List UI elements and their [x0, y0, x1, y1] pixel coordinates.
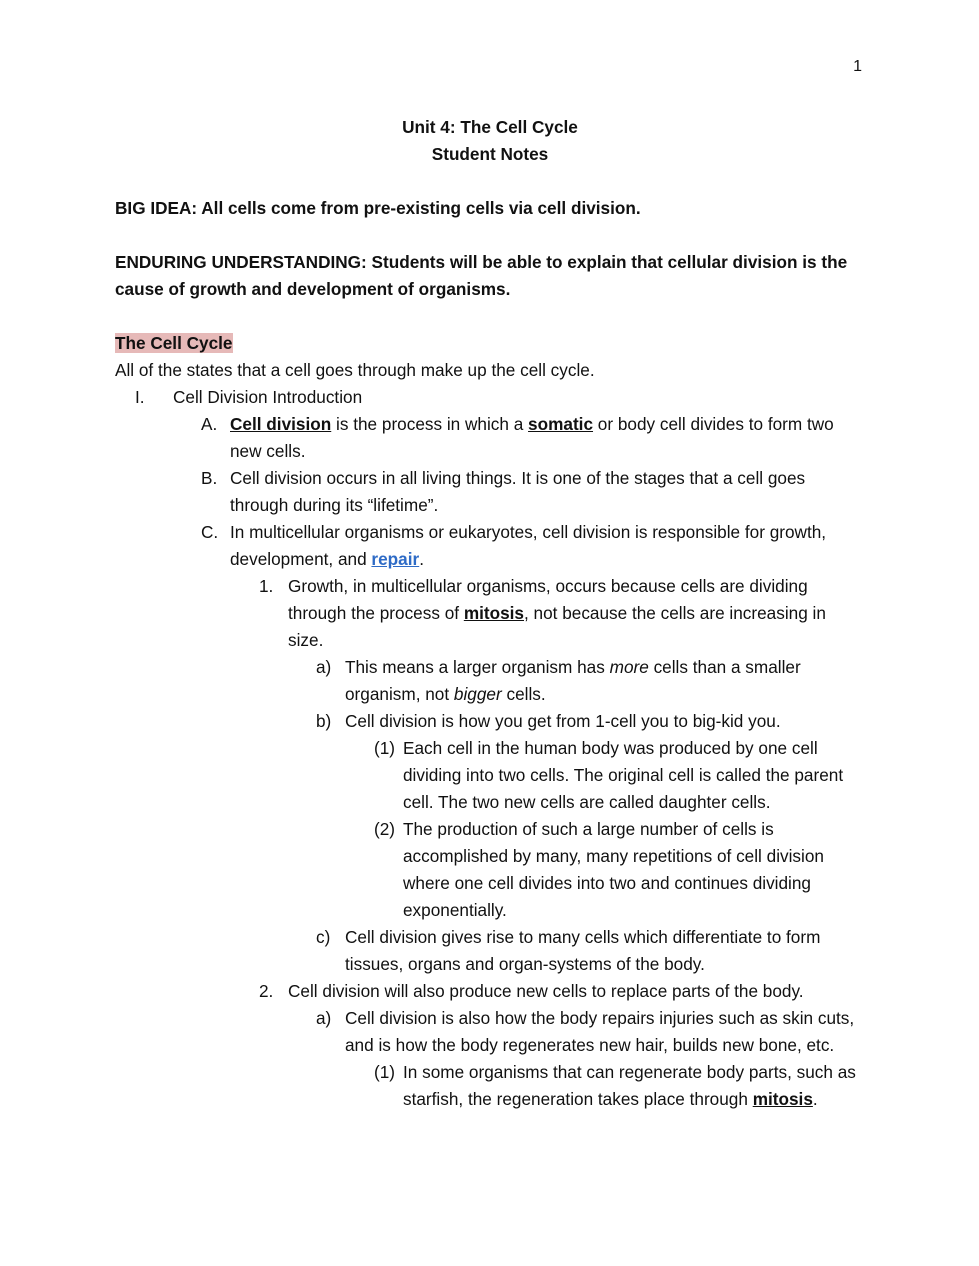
outline-marker: (1): [374, 738, 396, 758]
section-intro: All of the states that a cell goes through make up the cell cycle.: [115, 360, 595, 380]
outline-marker: 1.: [259, 576, 274, 596]
outline-text: In some organisms that can regenerate body parts, such as starfish, the regeneration takes place through: [403, 1062, 856, 1109]
outline-text: Cell division is also how the body repairs injuries such as skin cuts, and is how the body regenerates new hair, builds new bone, etc.: [345, 1008, 855, 1055]
term-somatic: somatic: [528, 414, 594, 434]
outline-item-C1: [115, 573, 865, 654]
title-line-1: Unit 4: The Cell Cycle: [402, 117, 578, 137]
emphasis-bigger: bigger: [453, 684, 502, 704]
outline-item-C1a: [115, 654, 865, 708]
outline-text: is the process in which a: [331, 414, 529, 434]
page-number: 1: [853, 58, 862, 75]
outline-marker: (2): [374, 819, 396, 839]
outline-marker: b): [316, 711, 332, 731]
outline-text: Each cell in the human body was produced by one cell dividing into two cells. The original cell is called the parent cell. The two new cells are called daughter cells.: [403, 738, 844, 812]
outline-item-C1c: [115, 924, 865, 978]
term-mitosis: mitosis: [463, 603, 524, 623]
section-heading-text: The Cell Cycle: [115, 333, 233, 353]
outline-item-C2: [115, 978, 865, 1005]
outline-item-C1b1: [115, 735, 865, 816]
outline-marker: a): [316, 657, 332, 677]
spacer: [115, 303, 865, 330]
outline-marker: C.: [201, 522, 219, 542]
outline-text: , not because the cells are increasing in size.: [288, 603, 826, 650]
outline-item-C: [115, 519, 865, 573]
repair-link[interactable]: repair: [371, 549, 420, 569]
outline-text: .: [812, 1089, 818, 1109]
big-idea: BIG IDEA: All cells come from pre-existing cells via cell division.: [115, 198, 641, 218]
outline-item-C2a1: [115, 1059, 865, 1113]
spacer: [115, 222, 865, 249]
outline-marker: A.: [201, 414, 218, 434]
outline-marker: 2.: [259, 981, 274, 1001]
title-line-2: Student Notes: [431, 144, 549, 164]
enduring-understanding: ENDURING UNDERSTANDING: Students will be able to explain that cellular division is the cause of growth and development of organisms.: [115, 252, 848, 299]
emphasis-more: more: [609, 657, 649, 677]
outline-text: cells.: [501, 684, 546, 704]
outline-text: Growth, in multicellular organisms, occurs because cells are dividing through the process of: [288, 576, 808, 623]
outline-marker: B.: [201, 468, 218, 488]
outline-text: Cell division will also produce new cells to replace parts of the body.: [288, 981, 804, 1001]
outline-text: .: [419, 549, 424, 569]
outline-marker: (1): [374, 1062, 396, 1082]
outline-text: Cell Division Introduction: [173, 387, 363, 407]
outline-marker: I.: [135, 387, 145, 407]
term-cell-division: Cell division: [230, 414, 332, 434]
outline-item-A: [115, 411, 865, 465]
outline-text: This means a larger organism has: [345, 657, 610, 677]
outline-text: cells than a smaller organism, not: [345, 657, 801, 704]
spacer: [115, 168, 865, 195]
outline-text: Cell division is how you get from 1-cell you to big-kid you.: [345, 711, 781, 731]
outline-text: In multicellular organisms or eukaryotes, cell division is responsible for growth, development, and: [230, 522, 827, 569]
outline-item-C1b: [115, 708, 865, 735]
outline-text: Cell division gives rise to many cells which differentiate to form tissues, organs and organ-systems of the body.: [345, 927, 821, 974]
outline-item-C2a: [115, 1005, 865, 1059]
term-mitosis: mitosis: [752, 1089, 813, 1109]
document-body: [115, 114, 865, 1113]
outline-item-B: [115, 465, 865, 519]
outline-text: or body cell divides to form two new cells.: [230, 414, 834, 461]
section-heading: [115, 330, 865, 357]
outline-item-C1b2: [115, 816, 865, 924]
outline-marker: c): [316, 927, 331, 947]
outline-text: The production of such a large number of cells is accomplished by many, many repetitions of cell division where one cell divides into two and continues dividing exponentially.: [403, 819, 824, 920]
outline-text: Cell division occurs in all living things. It is one of the stages that a cell goes through during its “lifetime”.: [230, 468, 806, 515]
outline-marker: a): [316, 1008, 332, 1028]
outline-item-I: [115, 384, 865, 411]
